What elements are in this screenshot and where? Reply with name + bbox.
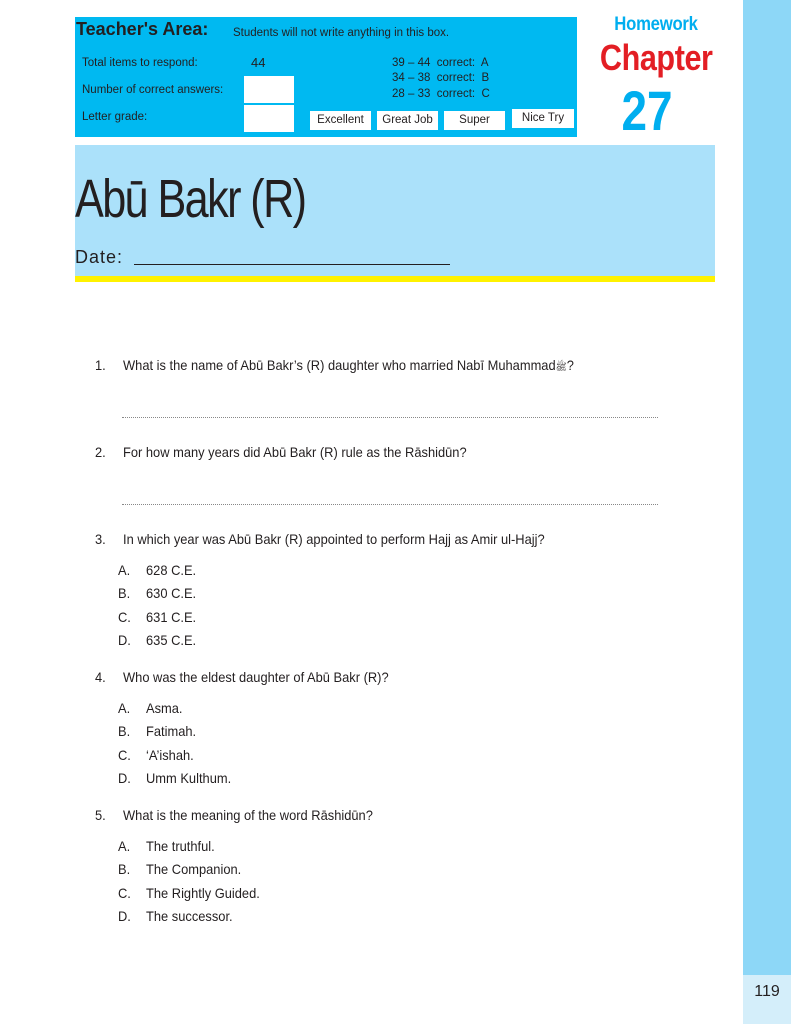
date-label: Date:: [75, 247, 124, 267]
question-2-text: For how many years did Abū Bakr (R) rule as the Rāshidūn?: [123, 444, 467, 460]
q5-option-b-letter: B.: [118, 861, 131, 877]
q4-option-d[interactable]: Umm Kulthum.: [146, 770, 232, 786]
homework-label: Homework: [614, 14, 698, 35]
side-color-strip: [743, 0, 791, 975]
yellow-divider: [75, 276, 715, 282]
grade-nice-try-box[interactable]: Nice Try: [512, 109, 574, 128]
question-5-number: 5.: [95, 807, 106, 823]
q4-option-c[interactable]: ‘A’ishah.: [146, 747, 194, 763]
question-4-number: 4.: [95, 669, 106, 685]
q5-option-d[interactable]: The successor.: [146, 908, 233, 924]
grade-range-c: 28 – 33 correct: C: [392, 88, 490, 100]
q3-option-b[interactable]: 630 C.E.: [146, 585, 197, 601]
grade-excellent-box[interactable]: Excellent: [310, 111, 371, 130]
total-items-value: 44: [251, 55, 266, 70]
q3-option-d-letter: D.: [118, 632, 131, 648]
date-field-line[interactable]: [134, 264, 450, 265]
salawat-symbol: ﷺ: [555, 362, 567, 373]
q5-option-d-letter: D.: [118, 908, 131, 924]
correct-answers-label: Number of correct answers:: [82, 84, 224, 96]
question-3-number: 3.: [95, 531, 106, 547]
q4-option-c-letter: C.: [118, 747, 131, 763]
page-title: Abū Bakr (R): [75, 169, 306, 229]
grade-great-job-box[interactable]: Great Job: [377, 111, 438, 130]
q5-option-c[interactable]: The Rightly Guided.: [146, 885, 260, 901]
question-3-text: In which year was Abū Bakr (R) appointed to perform Hajj as Amir ul-Hajj?: [123, 531, 545, 547]
q4-option-d-letter: D.: [118, 770, 131, 786]
q3-option-d[interactable]: 635 C.E.: [146, 632, 197, 648]
q3-option-c-letter: C.: [118, 609, 131, 625]
grade-super-box[interactable]: Super: [444, 111, 505, 130]
q5-option-a-letter: A.: [118, 838, 131, 854]
grade-range-b: 34 – 38 correct: B: [392, 72, 490, 84]
question-1-mark: ?: [566, 357, 574, 373]
grade-range-a: 39 – 44 correct: A: [392, 57, 489, 69]
q4-option-a[interactable]: Asma.: [146, 700, 183, 716]
q3-option-a[interactable]: 628 C.E.: [146, 562, 197, 578]
question-1-body: What is the name of Abū Bakr’s (R) daughter who married Nabī Muhammad: [123, 357, 556, 373]
chapter-label: Chapter: [599, 37, 713, 78]
chapter-number: 27: [621, 79, 673, 142]
question-5-text: What is the meaning of the word Rāshidūn?: [123, 807, 373, 823]
q4-option-a-letter: A.: [118, 700, 131, 716]
answer-line-1[interactable]: [122, 417, 658, 418]
total-items-label: Total items to respond:: [82, 57, 198, 69]
answer-line-2[interactable]: [122, 504, 658, 505]
q3-option-b-letter: B.: [118, 585, 131, 601]
teacher-area-note: Students will not write anything in this box.: [233, 27, 450, 39]
correct-answers-field[interactable]: [244, 76, 294, 103]
q4-option-b[interactable]: Fatimah.: [146, 723, 197, 739]
q5-option-b[interactable]: The Companion.: [146, 861, 242, 877]
question-4-text: Who was the eldest daughter of Abū Bakr (R)?: [123, 669, 389, 685]
question-2-number: 2.: [95, 444, 106, 460]
letter-grade-field[interactable]: [244, 105, 294, 132]
question-1-text: [123, 357, 574, 375]
question-1-number: 1.: [95, 357, 106, 373]
q5-option-a[interactable]: The truthful.: [146, 838, 215, 854]
q4-option-b-letter: B.: [118, 723, 131, 739]
page-number: 119: [754, 983, 780, 1000]
q3-option-a-letter: A.: [118, 562, 131, 578]
q3-option-c[interactable]: 631 C.E.: [146, 609, 197, 625]
teacher-area-title: Teacher's Area:: [76, 19, 209, 39]
q5-option-c-letter: C.: [118, 885, 131, 901]
letter-grade-label: Letter grade:: [82, 111, 148, 123]
